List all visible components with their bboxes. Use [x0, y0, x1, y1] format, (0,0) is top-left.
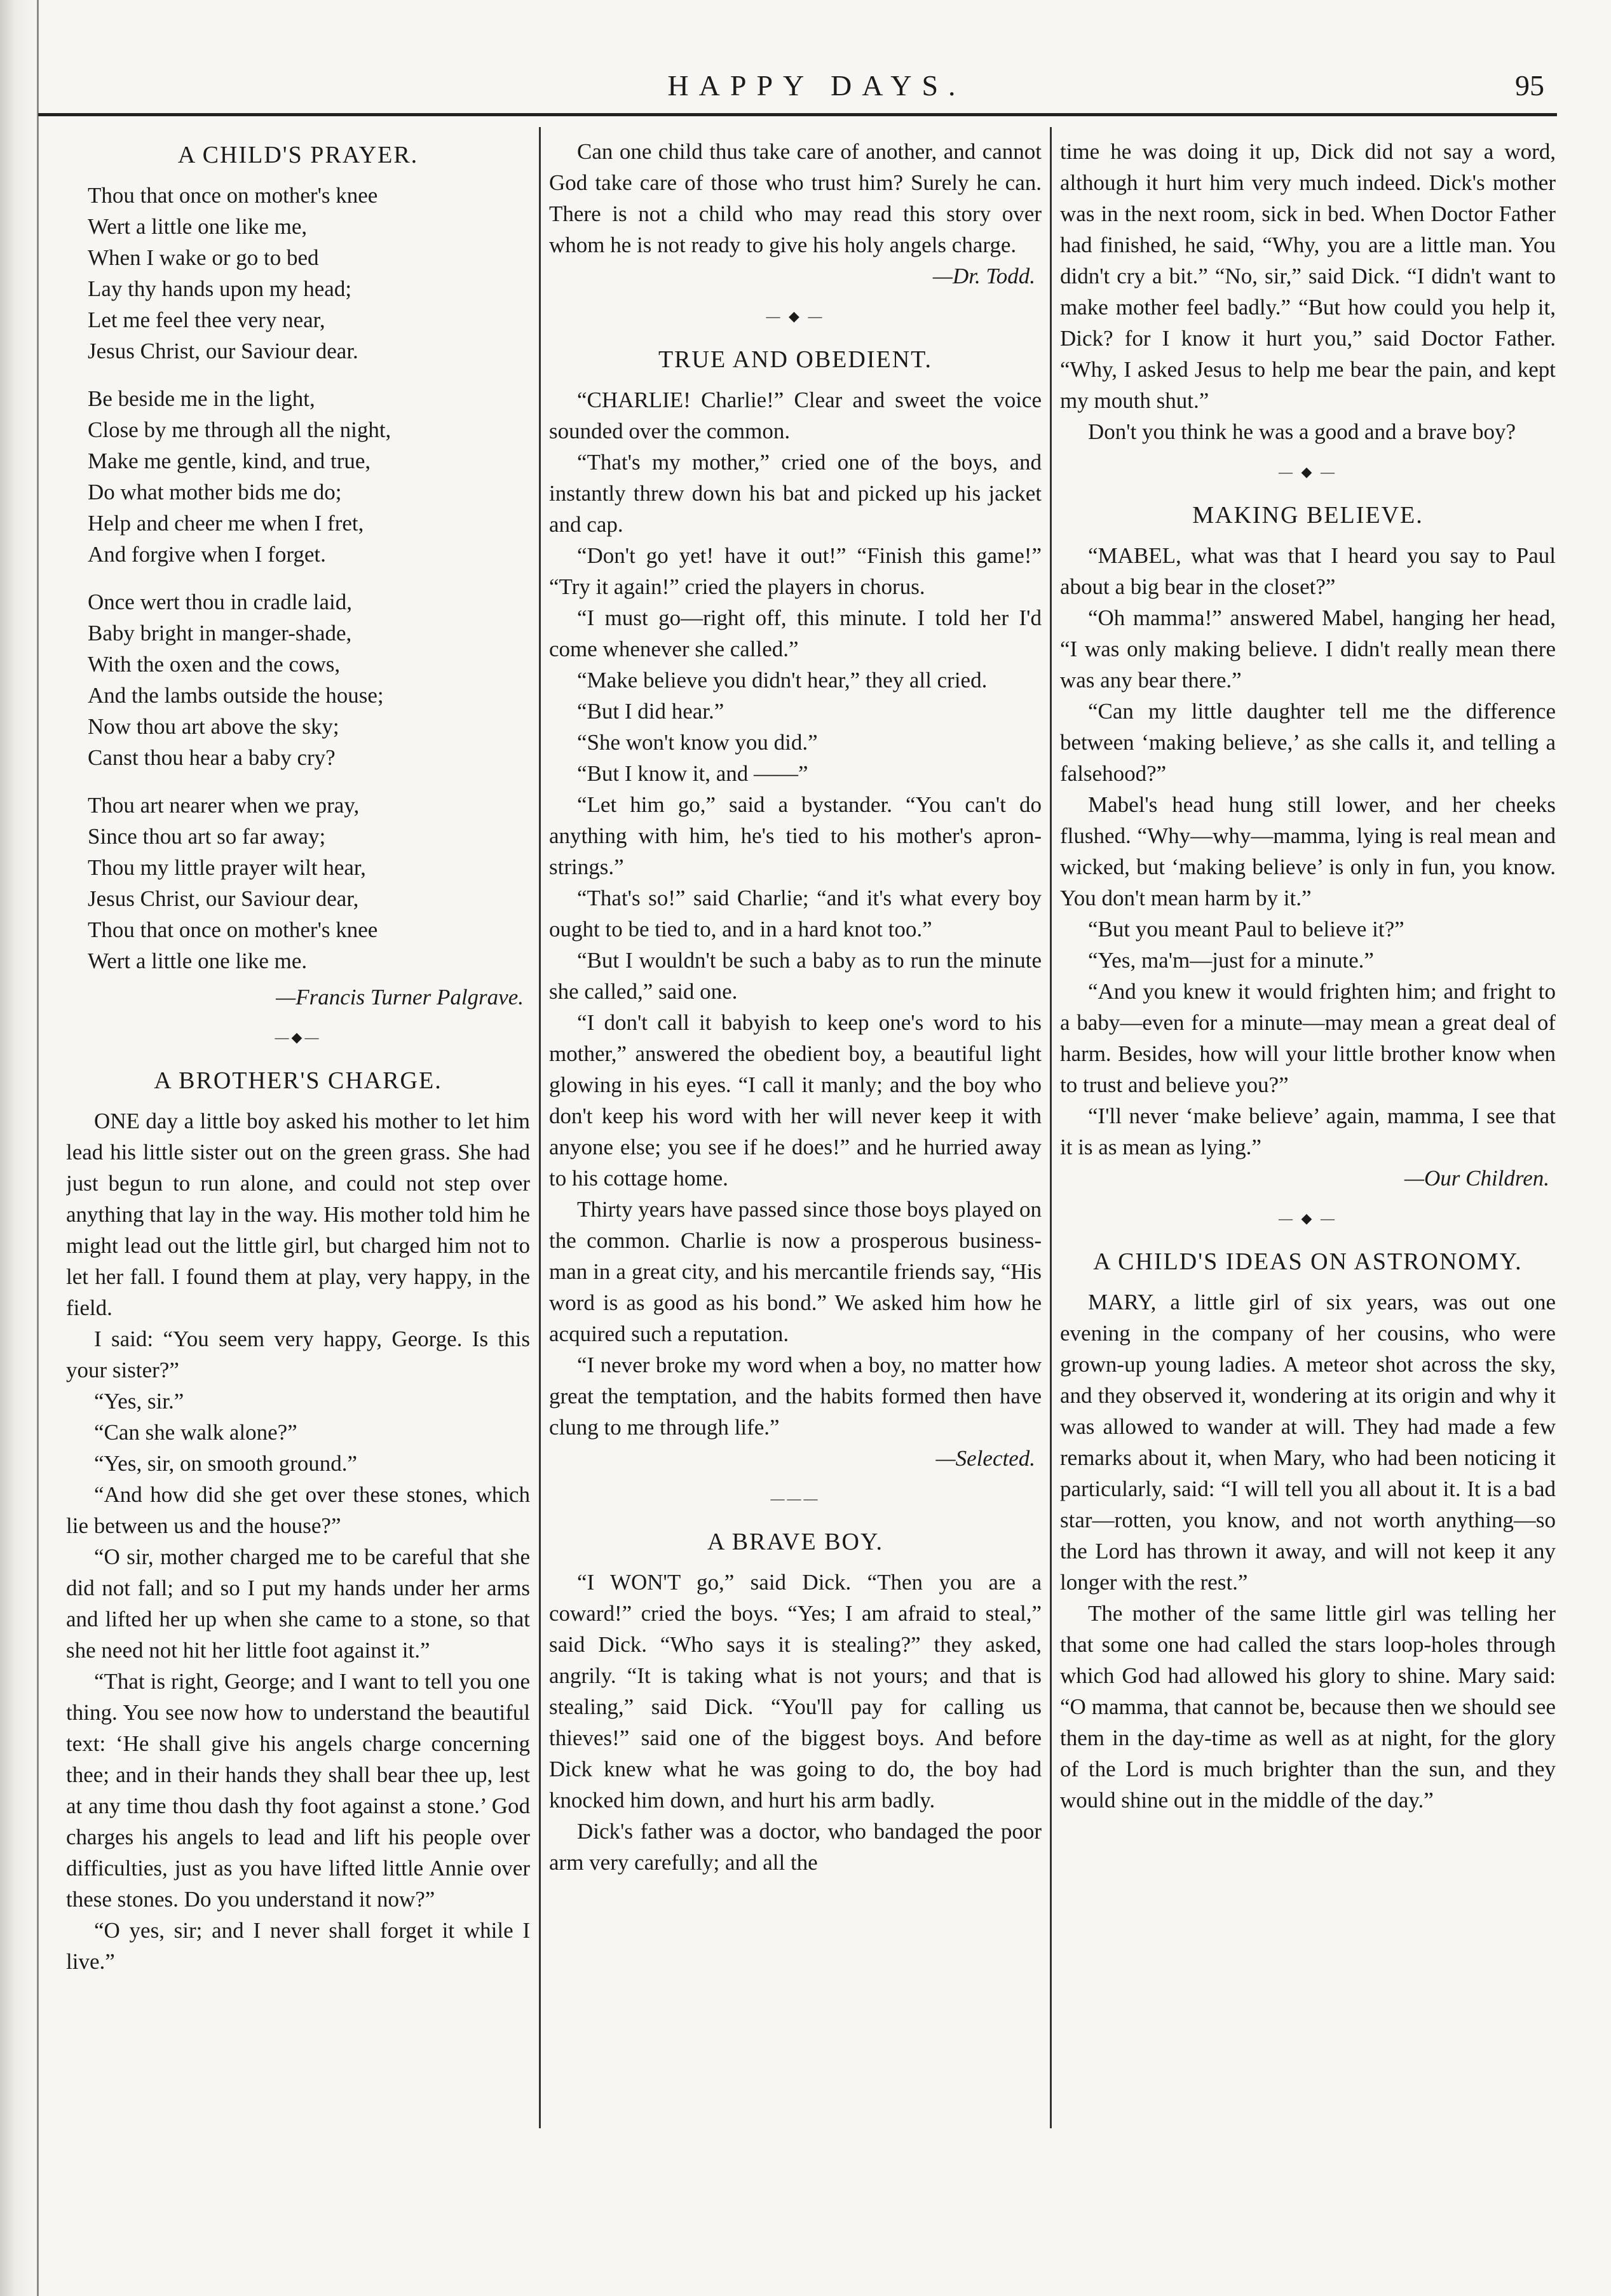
- article-title-brothers-charge: A BROTHER'S CHARGE.: [154, 1067, 442, 1094]
- paragraph: Dick's father was a doctor, who bandaged the poor arm very carefully; and all the: [549, 1819, 1042, 1875]
- paragraph: “She won't know you did.”: [577, 730, 818, 755]
- paragraph: “Oh mamma!” answered Mabel, hanging her head, “I was only making believe. I didn't really mean there was any bear there.”: [1060, 605, 1556, 692]
- poem-stanza-1: [88, 180, 530, 367]
- paragraph: I said: “You seem very happy, George. Is this your sister?”: [66, 1327, 530, 1382]
- paragraph: “CHARLIE! Charlie!” Clear and sweet the voice sounded over the common.: [549, 388, 1042, 443]
- paragraph: The mother of the same little girl was telling her that some one had called the stars loop-holes through which God had allowed his glory to shine. Mary said: “O mamma, that cannot be, because then we should see them in the day-time as well as at night, for the glory of the Lord is much brighter than the sun, and they would shine out in the middle of the day.”: [1060, 1601, 1556, 1813]
- poem-line: Close by me through all the night,: [88, 417, 391, 442]
- column-divider-1: [539, 127, 541, 2128]
- poem-line: Make me gentle, kind, and true,: [88, 449, 371, 473]
- paragraph: “I never broke my word when a boy, no matter how great the temptation, and the habits formed then have clung to me through life.”: [549, 1353, 1042, 1440]
- poem-line: Thou art nearer when we pray,: [88, 793, 360, 818]
- poem-line: Wert a little one like me.: [88, 949, 308, 973]
- paragraph: “I don't call it babyish to keep one's word to his mother,” answered the obedient boy, a beautiful light glowing in his eyes. “I call it manly; and the boy who don't keep his word with her will never keep it with anyone else; you see if he does!” and he hurried away to his cottage home.: [549, 1010, 1042, 1191]
- poem-line: Wert a little one like me,: [88, 214, 308, 239]
- poem-line: Jesus Christ, our Saviour dear,: [88, 886, 359, 911]
- poem-line: Do what mother bids me do;: [88, 480, 342, 504]
- paragraph: “But you meant Paul to believe it?”: [1088, 917, 1404, 942]
- section-separator: ———: [770, 1490, 820, 1506]
- poem-line: Baby bright in manger-shade,: [88, 621, 352, 645]
- section-separator: — ◆ —: [766, 308, 825, 324]
- paragraph: “That's my mother,” cried one of the boys, and instantly threw down his bat and picked up his jacket and cap.: [549, 450, 1042, 537]
- paragraph: “Let him go,” said a bystander. “You can't do anything with him, he's tied to his mother's apron-strings.”: [549, 792, 1042, 879]
- article-title-childs-prayer: A CHILD'S PRAYER.: [177, 142, 419, 168]
- paragraph: “Can she walk alone?”: [94, 1420, 297, 1445]
- paragraph: “Don't go yet! have it out!” “Finish this game!” “Try it again!” cried the players in chorus.: [549, 543, 1042, 599]
- article-title-brave-boy: A BRAVE BOY.: [707, 1529, 884, 1555]
- paragraph: “Yes, sir, on smooth ground.”: [94, 1451, 358, 1476]
- poem-stanza-2: [88, 383, 530, 570]
- column-1: [66, 127, 530, 2147]
- paragraph: Thirty years have passed since those boys played on the common. Charlie is now a prosperous business-man in a great city, and his mercantile friends say, “His word is as good as his bond.” We asked him how he acquired such a reputation.: [549, 1197, 1042, 1346]
- article-attribution: —Dr. Todd.: [932, 264, 1035, 288]
- paragraph: Can one child thus take care of another, and cannot God take care of those who trust him? Surely he can. There is not a child who may read this story over whom he is not ready to give his holy angels charge.: [549, 139, 1042, 257]
- paragraph: “That's so!” said Charlie; “and it's what every boy ought to be tied to, and in a hard knot too.”: [549, 886, 1042, 942]
- poem-line: Be beside me in the light,: [88, 386, 315, 411]
- column-3: [1060, 127, 1556, 2147]
- poem-line: Once wert thou in cradle laid,: [88, 590, 352, 614]
- paragraph: “And you knew it would frighten him; and fright to a baby—even for a minute—may mean a great deal of harm. Besides, how will your little brother know when to trust and believe you?”: [1060, 979, 1556, 1097]
- paragraph: ONE day a little boy asked his mother to let him lead his little sister out on the green grass. She had just begun to run alone, and could not step over anything that lay in the way. His mother told him he might lead out the little girl, but charged him not to let her fall. I found them at play, very happy, in the field.: [66, 1109, 530, 1320]
- paragraph: Mabel's head hung still lower, and her cheeks flushed. “Why—why—mamma, lying is real mean and wicked, but ‘making believe’ is only in fun, you know. You don't mean harm by it.”: [1060, 792, 1556, 910]
- page-binding-edge: [0, 0, 39, 2296]
- paragraph: “Yes, ma'm—just for a minute.”: [1088, 948, 1374, 973]
- article-attribution: —Selected.: [935, 1446, 1035, 1471]
- header-rule: [38, 113, 1557, 116]
- poem-line: Since thou art so far away;: [88, 824, 326, 849]
- poem-line: Canst thou hear a baby cry?: [88, 745, 336, 770]
- poem-line: Let me feel thee very near,: [88, 307, 325, 332]
- paragraph: “Make believe you didn't hear,” they all cried.: [577, 668, 988, 692]
- paragraph: “Yes, sir.”: [94, 1389, 184, 1414]
- poem-line: And forgive when I forget.: [88, 542, 326, 567]
- section-separator: — ◆ —: [1279, 464, 1337, 480]
- poem-line: With the oxen and the cows,: [88, 652, 341, 677]
- paragraph: “I must go—right off, this minute. I told her I'd come whenever she called.”: [549, 605, 1042, 661]
- paragraph: “MABEL, what was that I heard you say to Paul about a big bear in the closet?”: [1060, 543, 1556, 599]
- poem-line: And the lambs outside the house;: [88, 683, 384, 708]
- section-separator: —◆—: [275, 1029, 322, 1045]
- paragraph: “O yes, sir; and I never shall forget it while I live.”: [66, 1918, 530, 1974]
- paragraph: “That is right, George; and I want to tell you one thing. You see now how to understand the beautiful text: ‘He shall give his angels charge concerning thee; and in their hands they shall bear thee up, lest at any time thou dash thy foot against a stone.’ God charges his angels to lead and lift his people over difficulties, just as you have lifted little Annie over these stones. Do you understand it now?”: [66, 1669, 530, 1912]
- paragraph: “But I know it, and ——”: [577, 761, 808, 786]
- column-2: [549, 127, 1042, 2147]
- paragraph: “I WON'T go,” said Dick. “Then you are a coward!” cried the boys. “Yes; I am afraid to steal,” said Dick. “Who says it is stealing?” they asked, angrily. “It is taking what is not yours; and that is stealing,” said Dick. “You'll pay for calling us thieves!” said one of the biggest boys. And before Dick knew what he was going to do, the boy had knocked him down, and hurt his arm badly.: [549, 1570, 1042, 1813]
- publication-title: HAPPY DAYS.: [667, 69, 966, 102]
- paragraph: “Can my little daughter tell me the difference between ‘making believe,’ as she calls it, and telling a falsehood?”: [1060, 699, 1556, 786]
- poem-line: Thou that once on mother's knee: [88, 917, 378, 942]
- poem-stanza-4: [88, 790, 530, 976]
- poem-line: Now thou art above the sky;: [88, 714, 339, 739]
- paragraph: Don't you think he was a good and a brave boy?: [1088, 419, 1516, 444]
- article-title-astronomy: A CHILD'S IDEAS ON ASTRONOMY.: [1093, 1248, 1523, 1275]
- article-attribution: —Our Children.: [1404, 1166, 1549, 1191]
- paragraph: “O sir, mother charged me to be careful that she did not fall; and so I put my hands under her arms and lifted her up when she came to a stone, so that she need not hit her little foot against it.”: [66, 1544, 530, 1663]
- poem-line: Lay thy hands upon my head;: [88, 276, 352, 301]
- section-separator: — ◆ —: [1279, 1210, 1337, 1226]
- poem-line: Thou that once on mother's knee: [88, 183, 378, 208]
- article-title-true-and-obedient: TRUE AND OBEDIENT.: [658, 346, 933, 373]
- poem-line: Help and cheer me when I fret,: [88, 511, 364, 536]
- poem-attribution: —Francis Turner Palgrave.: [276, 985, 524, 1010]
- poem-line: Jesus Christ, our Saviour dear.: [88, 339, 358, 363]
- paragraph: “But I did hear.”: [577, 699, 724, 724]
- paragraph: “But I wouldn't be such a baby as to run the minute she called,” said one.: [549, 948, 1042, 1004]
- article-title-making-believe: MAKING BELIEVE.: [1192, 502, 1424, 529]
- paragraph: time he was doing it up, Dick did not say a word, although it hurt him very much indeed. Dick's mother was in the next room, sick in bed. When Doctor Father had finished, he said, “Why, you are a little man. You didn't cry a bit.” “No, sir,” said Dick. “I didn't want to make mother feel badly.” “But how could you help it, Dick? for I know it hurt you,” said Doctor Father. “Why, I asked Jesus to help me bear the pain, and kept my mouth shut.”: [1060, 139, 1556, 413]
- page-number: 95: [1515, 69, 1544, 102]
- paragraph: “I'll never ‘make believe’ again, mamma, I see that it is as mean as lying.”: [1060, 1104, 1556, 1159]
- masthead: [76, 69, 1557, 107]
- column-divider-2: [1050, 127, 1052, 2128]
- paragraph: MARY, a little girl of six years, was out one evening in the company of her cousins, who were grown-up young ladies. A meteor shot across the sky, and they observed it, wondering at its origin and why it was allowed to wander at will. They had made a few remarks about it, when Mary, who had been noticing it particularly, said: “I will tell you all about it. It is a bad star—rotten, you know, and not worth anything—so the Lord has thrown it away, and will not keep it any longer with the rest.”: [1060, 1290, 1556, 1595]
- poem-stanza-3: [88, 586, 530, 773]
- poem-line: When I wake or go to bed: [88, 245, 319, 270]
- poem-line: Thou my little prayer wilt hear,: [88, 855, 366, 880]
- paragraph: “And how did she get over these stones, which lie between us and the house?”: [66, 1482, 530, 1538]
